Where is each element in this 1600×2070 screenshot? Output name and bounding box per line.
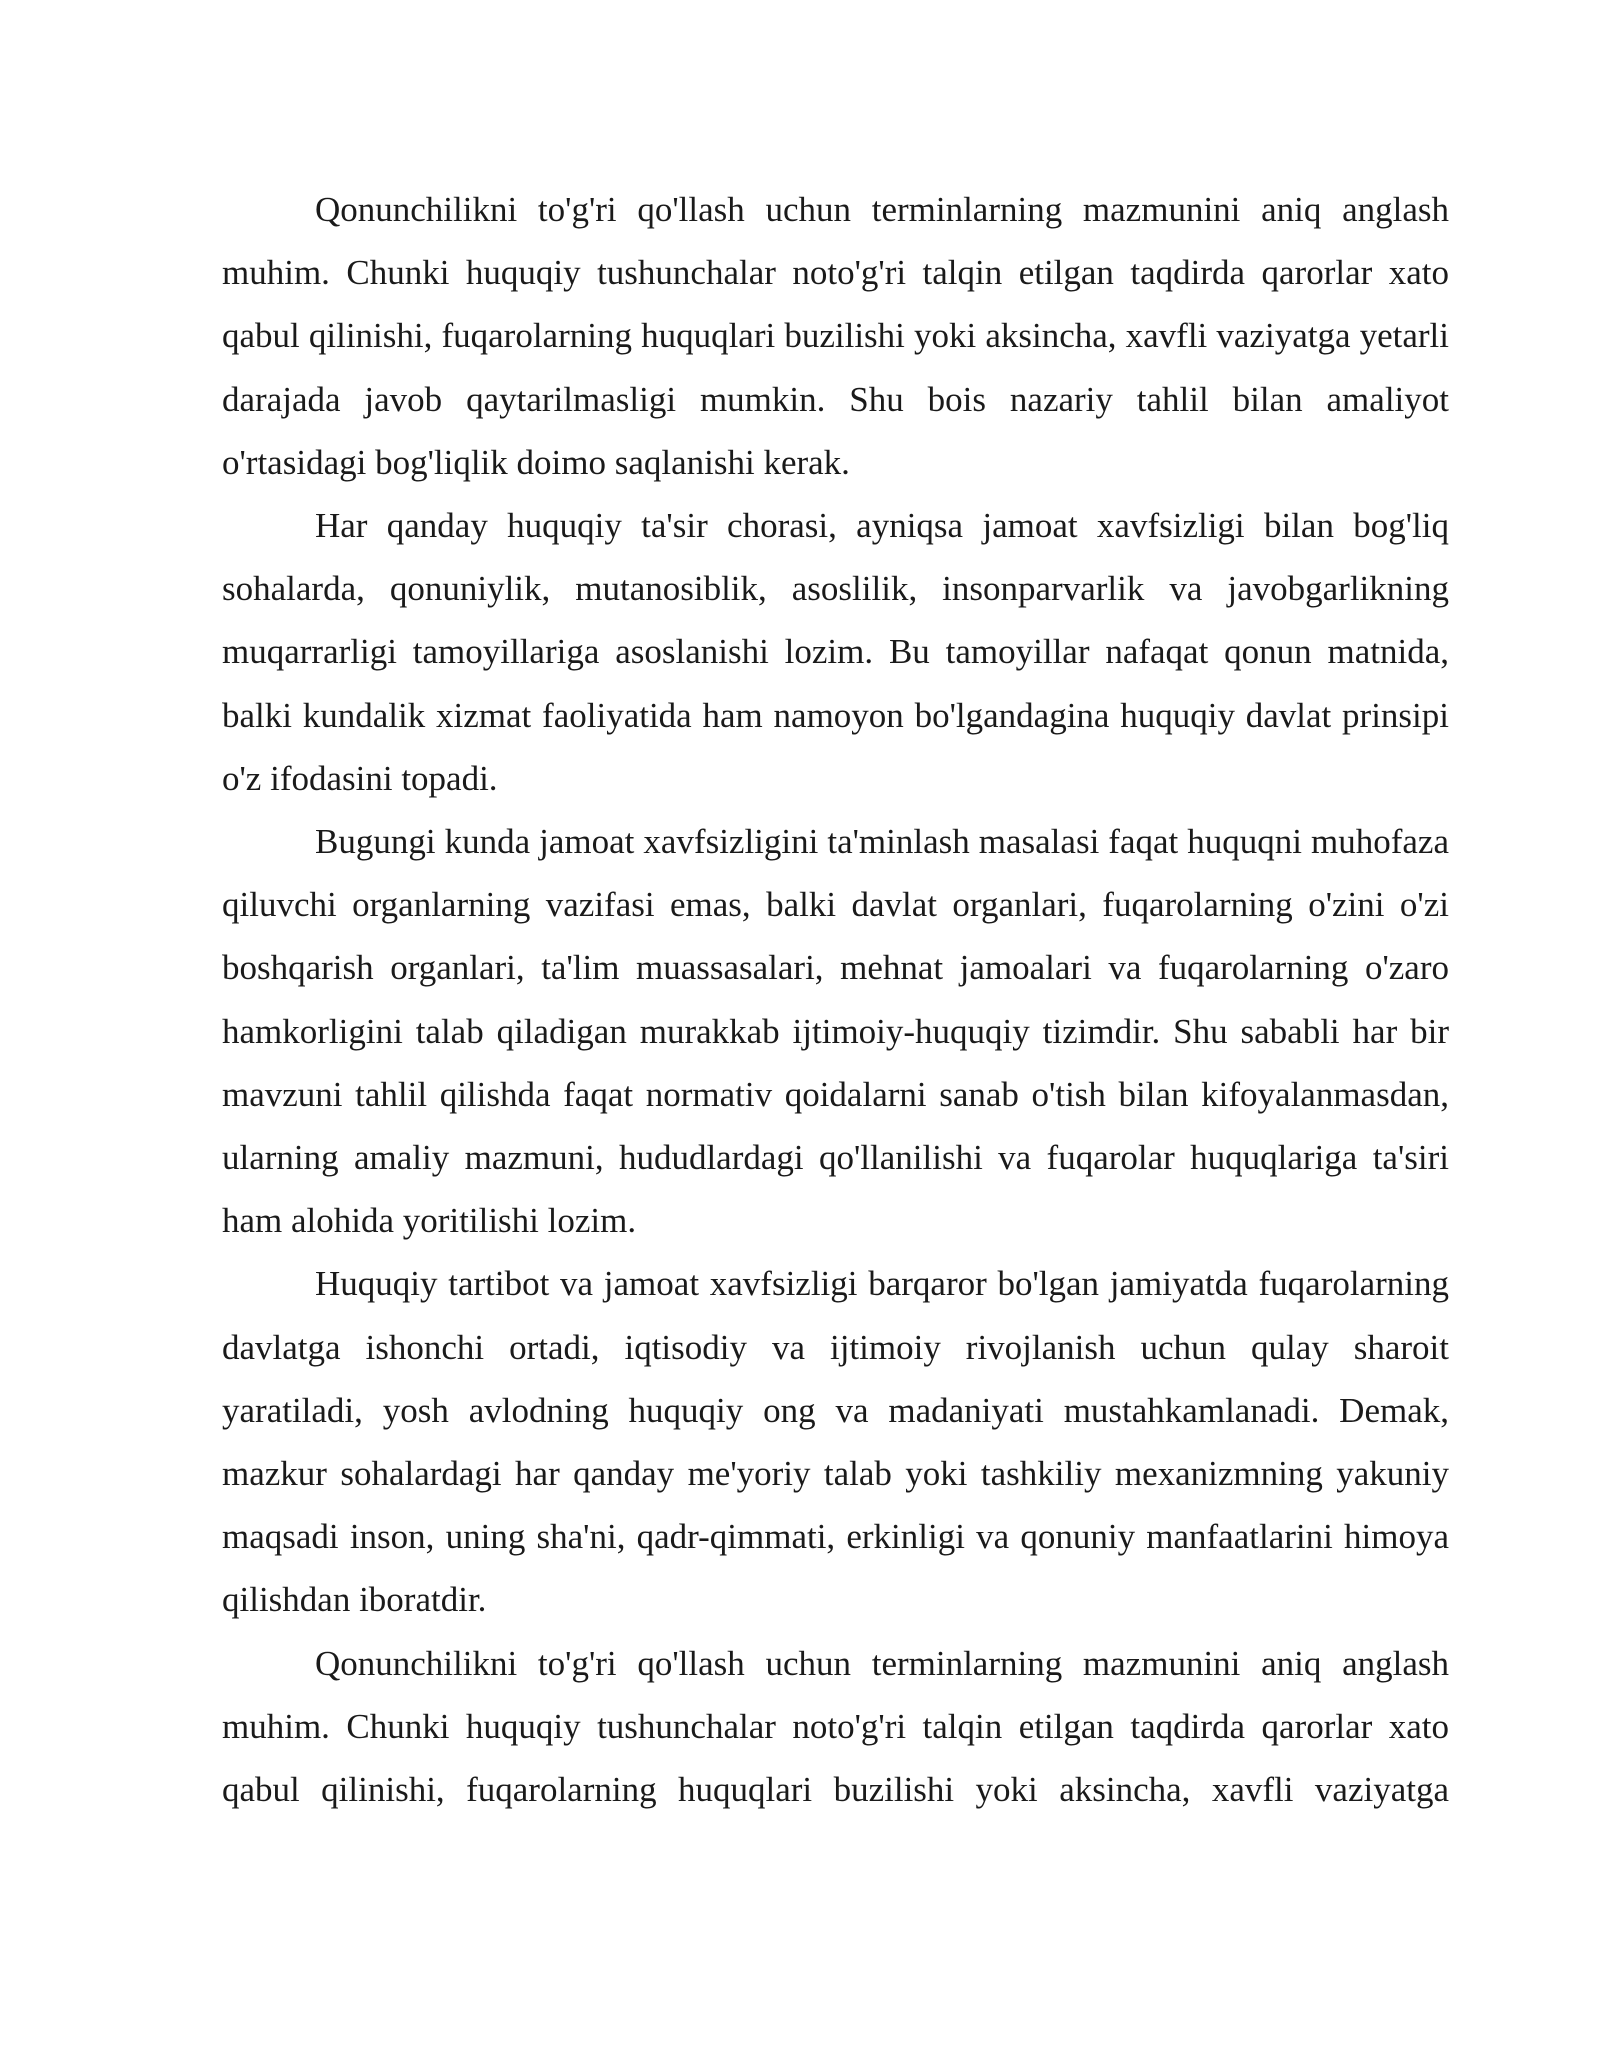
- paragraph-3: Bugungi kunda jamoat xavfsizligini ta'minlash masalasi faqat huquqni muhofaza qiluvchi organlarning vazifasi emas, balki davlat organlari, fuqarolarning o'zini o'zi boshqarish organlari, ta'lim muassasalari, mehnat jamoalari va fuqarolarning o'zaro hamkorligini talab qiladigan murakkab ijtimoiy-huquqiy tizimdir. Shu sababli har bir mavzuni tahlil qilishda faqat normativ qoidalarni sanab o'tish bilan kifoyalanmasdan, ularning amaliy mazmuni, hududlardagi qo'llanilishi va fuqarolar huquqlariga ta'siri ham alohida yoritilishi lozim.: [222, 822, 1449, 1241]
- paragraph-2: Har qanday huquqiy ta'sir chorasi, ayniqsa jamoat xavfsizligi bilan bog'liq sohalarda, qonuniylik, mutanosiblik, asoslilik, insonparvarlik va javobgarlikning muqarrarligi tamoyillariga asoslanishi lozim. Bu tamoyillar nafaqat qonun matnida, balki kundalik xizmat faoliyatida ham namoyon bo'lgandagina huquqiy davlat prinsipi o'z ifodasini topadi.: [222, 506, 1449, 798]
- paragraph-1: Qonunchilikni to'g'ri qo'llash uchun terminlarning mazmunini aniq anglash muhim. Chunki huquqiy tushunchalar noto'g'ri talqin etilgan taqdirda qarorlar xato qabul qilinishi, fuqarolarning huquqlari buzilishi yoki aksincha, xavfli vaziyatga yetarli darajada javob qaytarilmasligi mumkin. Shu bois nazariy tahlil bilan amaliyot o'rtasidagi bog'liqlik doimo saqlanishi kerak.: [222, 190, 1449, 482]
- document-body: [222, 178, 1449, 1821]
- paragraph-5: Qonunchilikni to'g'ri qo'llash uchun terminlarning mazmunini aniq anglash muhim. Chunki huquqiy tushunchalar noto'g'ri talqin etilgan taqdirda qarorlar xato qabul qilinishi, fuqarolarning huquqlari buzilishi yoki aksincha, xavfli vaziyatga: [222, 1643, 1449, 1810]
- paragraph-4: Huquqiy tartibot va jamoat xavfsizligi barqaror bo'lgan jamiyatda fuqarolarning davlatga ishonchi ortadi, iqtisodiy va ijtimoiy rivojlanish uchun qulay sharoit yaratiladi, yosh avlodning huquqiy ong va madaniyati mustahkamlanadi. Demak, mazkur sohalardagi har qanday me'yoriy talab yoki tashkiliy mexanizmning yakuniy maqsadi inson, uning sha'ni, qadr-qimmati, erkinligi va qonuniy manfaatlarini himoya qilishdan iboratdir.: [222, 1264, 1449, 1620]
